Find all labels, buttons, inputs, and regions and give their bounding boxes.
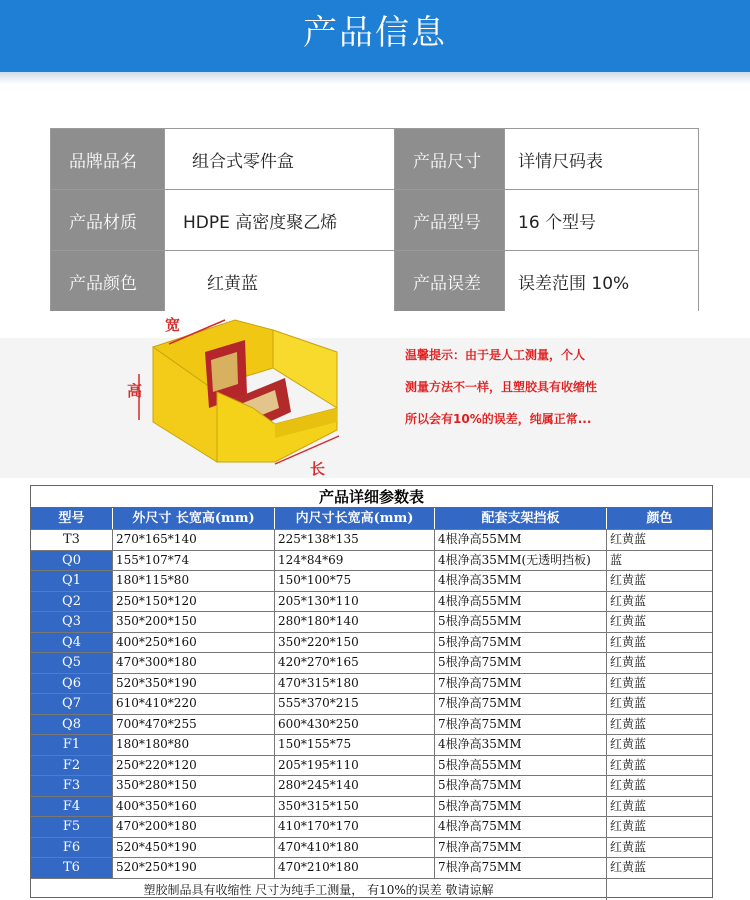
- cell-inner: 225*138*135: [275, 530, 435, 550]
- cell-model: F5: [31, 817, 113, 837]
- cell-color: 红黄蓝: [610, 532, 647, 546]
- cell-color: 红黄蓝: [610, 860, 647, 874]
- cell-color: 红黄蓝: [610, 593, 647, 608]
- info-row: [51, 251, 698, 311]
- info-value: 组合式零件盒: [165, 129, 394, 189]
- cell-bracket: 7根净高75MM: [435, 715, 607, 735]
- cell-model: Q2: [31, 592, 113, 612]
- info-value: 详情尺码表: [505, 129, 698, 189]
- cell-bracket: 4根净高35MM: [435, 735, 607, 755]
- cell-model: F1: [31, 735, 113, 755]
- cell-outer: 520*450*190: [113, 838, 275, 858]
- cell-bracket: 5根净高75MM: [435, 797, 607, 817]
- info-label: 产品误差: [395, 251, 504, 311]
- cell-inner: 470*210*180: [275, 858, 435, 878]
- cell-color: 红黄蓝: [610, 778, 647, 792]
- length-label: 长: [310, 460, 326, 478]
- cell-color: 红黄蓝: [610, 614, 647, 628]
- cell-model: Q3: [31, 612, 113, 632]
- cell-bracket: 5根净高75MM: [435, 653, 607, 673]
- cell-outer: 350*280*150: [113, 776, 275, 796]
- cell-color: 红黄蓝: [610, 675, 647, 690]
- footnote-text: 塑胶制品具有收缩性 尺寸为纯手工测量， 有10%的误差 敬请谅解: [31, 879, 607, 900]
- cell-model: Q6: [31, 674, 113, 694]
- cell-model: Q7: [31, 694, 113, 714]
- cell-inner: 350*220*150: [275, 633, 435, 653]
- cell-outer: 155*107*74: [113, 551, 275, 571]
- cell-inner: 555*370*215: [275, 694, 435, 714]
- cell-bracket: 4根净高55MM: [435, 592, 607, 612]
- column-header: 内尺寸长宽高(mm): [275, 508, 435, 529]
- column-header: 颜色: [646, 511, 673, 526]
- info-value: 16 个型号: [505, 190, 698, 250]
- table-row: [31, 632, 712, 653]
- column-header: 外尺寸 长宽高(mm): [113, 508, 275, 529]
- width-label: 宽: [165, 316, 181, 334]
- table-row: [31, 714, 712, 735]
- cell-color: 蓝: [610, 552, 623, 567]
- cell-outer: 470*300*180: [113, 653, 275, 673]
- info-label: 品牌品名: [51, 129, 164, 189]
- cell-color: 红黄蓝: [610, 716, 647, 731]
- cell-color: 红黄蓝: [610, 634, 647, 649]
- cell-model: Q5: [31, 653, 113, 673]
- cell-model: F6: [31, 838, 113, 858]
- cell-model: T3: [31, 530, 113, 550]
- cell-outer: 470*200*180: [113, 817, 275, 837]
- info-row: [51, 190, 698, 250]
- page-title: 产品信息: [303, 13, 447, 53]
- storage-bin-image: [125, 312, 365, 487]
- cell-inner: 420*270*165: [275, 653, 435, 673]
- table-row: [31, 755, 712, 776]
- cell-outer: 270*165*140: [113, 530, 275, 550]
- table-row: [31, 529, 712, 550]
- cell-outer: 610*410*220: [113, 694, 275, 714]
- cell-outer: 400*350*160: [113, 797, 275, 817]
- cell-color: 红黄蓝: [610, 839, 647, 854]
- table-row: [31, 816, 712, 837]
- cell-model: Q4: [31, 633, 113, 653]
- cell-inner: 350*315*150: [275, 797, 435, 817]
- cell-inner: 205*130*110: [275, 592, 435, 612]
- cell-bracket: 7根净高75MM: [435, 858, 607, 878]
- cell-outer: 520*350*190: [113, 674, 275, 694]
- table-header-row: [31, 508, 712, 529]
- cell-inner: 470*315*180: [275, 674, 435, 694]
- product-illustration-area: [0, 338, 750, 478]
- cell-outer: 250*220*120: [113, 756, 275, 776]
- cell-outer: 180*115*80: [113, 571, 275, 591]
- cell-bracket: 5根净高55MM: [435, 756, 607, 776]
- cell-bracket: 7根净高75MM: [435, 838, 607, 858]
- cell-inner: 410*170*170: [275, 817, 435, 837]
- cell-color: 红黄蓝: [610, 819, 647, 833]
- cell-inner: 600*430*250: [275, 715, 435, 735]
- cell-model: F3: [31, 776, 113, 796]
- cell-outer: 180*180*80: [113, 735, 275, 755]
- cell-bracket: 4根净高75MM: [435, 817, 607, 837]
- table-row: [31, 775, 712, 796]
- info-value: 红黄蓝: [165, 251, 394, 311]
- cell-color: 红黄蓝: [610, 757, 647, 772]
- cell-outer: 350*200*150: [113, 612, 275, 632]
- cell-bracket: 5根净高75MM: [435, 776, 607, 796]
- table-row: [31, 570, 712, 591]
- cell-outer: 250*150*120: [113, 592, 275, 612]
- cell-bracket: 5根净高55MM: [435, 612, 607, 632]
- cell-bracket: 4根净高35MM(无透明挡板): [435, 551, 607, 571]
- cell-color: 红黄蓝: [610, 655, 647, 669]
- cell-inner: 280*245*140: [275, 776, 435, 796]
- cell-model: T6: [31, 858, 113, 878]
- cell-color: 红黄蓝: [610, 696, 647, 710]
- header-shadow: [0, 72, 750, 84]
- cell-model: F4: [31, 797, 113, 817]
- cell-outer: 700*470*255: [113, 715, 275, 735]
- cell-color: 红黄蓝: [610, 798, 647, 813]
- parameter-table-title: 产品详细参数表: [31, 486, 712, 508]
- table-row: [31, 857, 712, 878]
- info-label: 产品尺寸: [395, 129, 504, 189]
- cell-outer: 400*250*160: [113, 633, 275, 653]
- parameter-table: [30, 485, 713, 898]
- table-row: [31, 652, 712, 673]
- cell-bracket: 7根净高75MM: [435, 694, 607, 714]
- table-row: [31, 550, 712, 571]
- notice-line: 所以会有10%的误差，纯属正常...: [405, 412, 592, 426]
- cell-model: Q0: [31, 551, 113, 571]
- cell-bracket: 4根净高55MM: [435, 530, 607, 550]
- table-row: [31, 693, 712, 714]
- cell-bracket: 5根净高75MM: [435, 633, 607, 653]
- cell-outer: 520*250*190: [113, 858, 275, 878]
- column-header: 型号: [31, 508, 113, 529]
- notice-line: 温馨提示：由于是人工测量，个人: [405, 348, 586, 362]
- info-value: 误差范围 10%: [505, 251, 698, 311]
- cell-color: 红黄蓝: [610, 573, 647, 587]
- cell-inner: 205*195*110: [275, 756, 435, 776]
- cell-bracket: 7根净高75MM: [435, 674, 607, 694]
- table-row: [31, 673, 712, 694]
- column-header: 配套支架挡板: [435, 508, 607, 529]
- table-row: [31, 591, 712, 612]
- table-footnote: [31, 878, 712, 900]
- cell-inner: 280*180*140: [275, 612, 435, 632]
- table-row: [31, 611, 712, 632]
- table-row: [31, 837, 712, 858]
- cell-color: 红黄蓝: [610, 737, 647, 751]
- cell-inner: 150*100*75: [275, 571, 435, 591]
- info-label: 产品型号: [395, 190, 504, 250]
- cell-inner: 470*410*180: [275, 838, 435, 858]
- info-row: [51, 129, 698, 189]
- cell-model: Q1: [31, 571, 113, 591]
- notice-line: 测量方法不一样，且塑胶具有收缩性: [405, 380, 598, 394]
- product-info-table: [50, 128, 699, 311]
- cell-inner: 150*155*75: [275, 735, 435, 755]
- cell-model: Q8: [31, 715, 113, 735]
- header-bar: [0, 0, 750, 72]
- cell-bracket: 4根净高35MM: [435, 571, 607, 591]
- info-value: HDPE 高密度聚乙烯: [165, 190, 394, 250]
- table-row: [31, 796, 712, 817]
- table-row: [31, 734, 712, 755]
- info-label: 产品颜色: [51, 251, 164, 311]
- cell-inner: 124*84*69: [275, 551, 435, 571]
- info-label: 产品材质: [51, 190, 164, 250]
- height-label: 高: [127, 382, 143, 400]
- cell-model: F2: [31, 756, 113, 776]
